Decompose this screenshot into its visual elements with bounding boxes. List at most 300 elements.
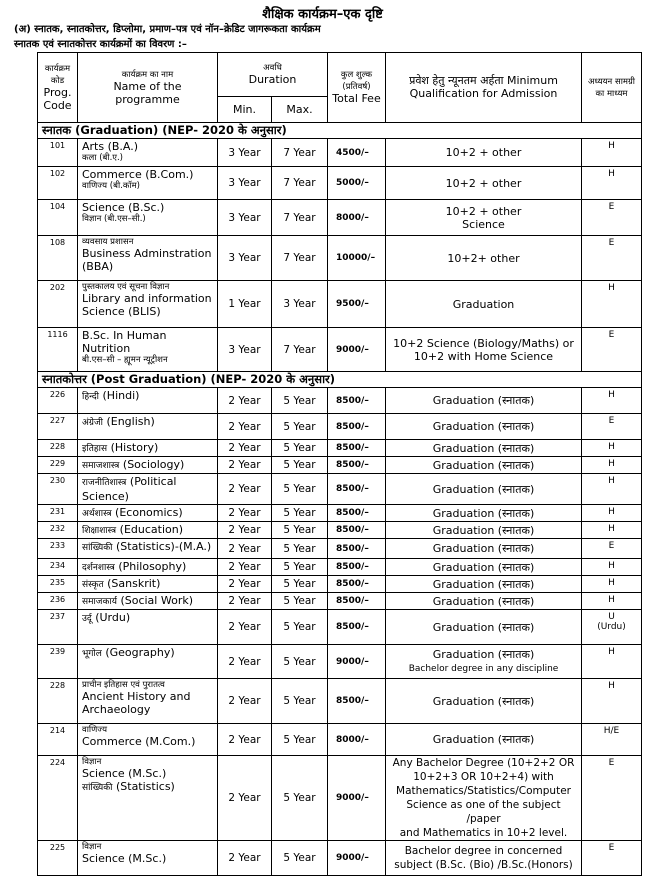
duration-min: 3 Year [218,236,272,281]
programme-name-hindi: अर्थशास्त्र [82,509,112,519]
duration-max: 5 Year [272,841,328,876]
col-header-fee: कुल शुल्क (प्रतिवर्ष) Total Fee [328,53,386,123]
duration-max: 5 Year [272,724,328,756]
programme-name [78,593,218,610]
qualification [386,457,582,474]
programme-name [78,841,218,876]
qualification-line: Graduation (स्नातक) [432,560,535,574]
programme-name-english: Science (B.Sc.) [82,201,165,214]
programme-name [78,457,218,474]
qualification [386,593,582,610]
programme-code: 224 [38,756,78,841]
qualification-line: Graduation (स्नातक) [432,577,535,591]
study-medium-code: H [608,141,615,151]
qualification-line: Graduation (स्नातक) [432,523,535,537]
programme-name-english: Commerce (M.Com.) [82,735,196,748]
programme-name [78,679,218,724]
study-medium [582,593,642,610]
duration-min: 2 Year [218,724,272,756]
qualification-line: Bachelor degree in any discipline [408,663,559,674]
study-medium [582,505,642,522]
col-header-qualification: प्रवेश हेतु न्यूनतम अर्हता Minimum Qualification for Admission [386,53,582,123]
study-medium-code: E [608,843,615,853]
programme-name-hindi: इतिहास [82,444,108,454]
programme-name-hindi: उर्दू [82,614,92,624]
programme-name [78,559,218,576]
programme-name [78,167,218,200]
table-row [38,281,642,328]
study-medium [582,610,642,645]
programme-name [78,139,218,167]
programme-code: 234 [38,559,78,576]
total-fee: 8500/– [328,610,386,645]
programme-name-english: (Political [126,475,177,488]
section-row [38,372,642,388]
total-fee: 8500/– [328,388,386,414]
programme-name [78,440,218,457]
total-fee: 8500/– [328,414,386,440]
duration-max: 5 Year [272,522,328,539]
programme-name-hindi: समाजशास्त्र [82,461,120,471]
programme-name-english: Science (BLIS) [82,305,161,318]
duration-max: 7 Year [272,328,328,372]
duration-min: 2 Year [218,645,272,679]
programme-code: 104 [38,200,78,236]
qualification-line: Graduation (स्नातक) [432,647,535,661]
study-medium-code: E [608,416,615,426]
programme-code: 225 [38,841,78,876]
qualification [386,474,582,505]
table-row [38,200,642,236]
col-header-duration: अवधि Duration [218,53,328,97]
study-medium-code: H [608,442,615,452]
study-medium [582,167,642,200]
table-row [38,414,642,440]
qualification-line: 10+2+3 OR 10+2+4) with [413,771,554,783]
duration-min: 3 Year [218,328,272,372]
table-row [38,328,642,372]
study-medium [582,457,642,474]
table-row [38,522,642,539]
total-fee: 8000/– [328,200,386,236]
programme-name-hindi: सांख्यिकी [82,543,113,553]
qualification-line: Graduation (स्नातक) [432,694,535,708]
programme-code: 214 [38,724,78,756]
duration-min: 2 Year [218,388,272,414]
table-row [38,576,642,593]
programme-name-english: (History) [107,441,159,454]
qualification [386,576,582,593]
qualification [386,236,582,281]
qualification [386,440,582,457]
duration-min: 3 Year [218,167,272,200]
programme-code: 232 [38,522,78,539]
duration-min: 2 Year [218,756,272,841]
study-medium [582,539,642,559]
programme-name-english: (BBA) [82,260,114,273]
programme-code: 102 [38,167,78,200]
qualification-line: Graduation (स्नातक) [432,506,535,520]
study-medium [582,474,642,505]
total-fee: 8500/– [328,440,386,457]
programme-name [78,414,218,440]
table-row [38,610,642,645]
programme-name-english: (Education) [116,523,183,536]
programme-name [78,756,218,841]
programme-name-english: Nutrition [82,342,131,355]
col-header-max: Max. [272,97,328,123]
duration-max: 5 Year [272,505,328,522]
programme-name-hindi: समाजकार्य [82,597,117,607]
duration-min: 2 Year [218,522,272,539]
total-fee: 8500/– [328,593,386,610]
col-header-name: कार्यक्रम का नाम Name of the programme [78,53,218,123]
programme-name-hindi: व्यवसाय प्रशासन [82,237,134,247]
programme-name-hindi: वाणिज्य (बी.कॉम) [82,181,140,191]
programme-code: 231 [38,505,78,522]
total-fee: 9000/– [328,645,386,679]
study-medium-code: E [608,541,615,551]
qualification [386,281,582,328]
programme-code: 235 [38,576,78,593]
programme-name-hindi: सांख्यिकी [82,783,113,793]
col-header-medium: अध्ययन सामग्री का माध्यम [582,53,642,123]
section-intro: स्नातक एवं स्नातकोत्तर कार्यक्रमों का विवरण :– [14,39,187,50]
programme-code: 239 [38,645,78,679]
programme-code: 233 [38,539,78,559]
programme-name [78,576,218,593]
programme-name-english: Arts (B.A.) [82,140,139,153]
total-fee: 8500/– [328,559,386,576]
duration-max: 5 Year [272,559,328,576]
programme-code: 228 [38,679,78,724]
programme-name-hindi: विज्ञान [82,757,102,767]
programme-name [78,281,218,328]
programme-name-english: (English) [102,415,155,428]
study-medium-code: E [608,202,615,212]
table-row [38,457,642,474]
study-medium-code: U [608,612,615,622]
study-medium [582,414,642,440]
study-medium [582,139,642,167]
qualification-line: Graduation (स्नातक) [432,458,535,472]
table-row [38,440,642,457]
qualification-line: Graduation (स्नातक) [432,620,535,634]
programme-name-english: (Sanskrit) [103,577,161,590]
study-medium [582,522,642,539]
programme-name-hindi: शिक्षाशास्त्र [82,526,117,536]
total-fee: 8500/– [328,474,386,505]
study-medium [582,724,642,756]
qualification [386,610,582,645]
study-medium [582,281,642,328]
duration-max: 5 Year [272,756,328,841]
qualification-line: Science [462,217,505,231]
programme-name-english: Ancient History and [82,690,191,703]
programme-name-hindi: दर्शनशास्त्र [82,563,115,573]
programme-name-hindi: अंग्रेजी [82,418,103,428]
total-fee: 8500/– [328,505,386,522]
qualification-line: 10+2 + other [445,146,522,159]
qualification-line: Graduation (स्नातक) [432,594,535,608]
duration-max: 5 Year [272,388,328,414]
study-medium-code: H [608,507,615,517]
duration-max: 7 Year [272,139,328,167]
qualification [386,645,582,679]
col-header-min: Min. [218,97,272,123]
programme-name-english: (Geography) [101,646,175,659]
study-medium-code: E [608,758,615,768]
duration-max: 5 Year [272,414,328,440]
table-row [38,593,642,610]
duration-max: 5 Year [272,576,328,593]
programme-table-body [38,123,642,876]
programme-name [78,200,218,236]
duration-max: 5 Year [272,610,328,645]
programme-code: 229 [38,457,78,474]
total-fee: 8500/– [328,576,386,593]
programme-name-hindi: विज्ञान [82,842,102,852]
col-header-code: कार्यक्रम कोड Prog. Code [38,53,78,123]
table-row [38,167,642,200]
programme-table [37,52,642,876]
qualification [386,756,582,841]
programme-code: 228 [38,440,78,457]
total-fee: 4500/– [328,139,386,167]
study-medium [582,756,642,841]
programme-code: 230 [38,474,78,505]
programme-name-hindi: राजनीतिशास्त्र [82,478,127,488]
table-row [38,139,642,167]
programme-name-english: B.Sc. In Human [82,329,167,342]
table-row [38,756,642,841]
programme-code: 237 [38,610,78,645]
qualification-line: Graduation [452,297,515,311]
qualification [386,167,582,200]
duration-min: 2 Year [218,539,272,559]
table-row [38,474,642,505]
programme-name [78,610,218,645]
qualification-line: and Mathematics in 10+2 level. [399,827,568,839]
total-fee: 9500/– [328,281,386,328]
duration-max: 5 Year [272,593,328,610]
duration-max: 5 Year [272,457,328,474]
programme-name [78,645,218,679]
programme-code: 101 [38,139,78,167]
document-subtitle: (अ) स्नातक, स्नातकोत्तर, डिप्लोमा, प्रमाण–पत्र एवं नॉन–क्रेडिट जागरूकता कार्यक्रम [14,24,321,35]
duration-max: 3 Year [272,281,328,328]
duration-max: 5 Year [272,440,328,457]
qualification-line: Graduation (स्नातक) [432,482,535,496]
qualification-line: 10+2 + other [445,176,522,190]
duration-max: 5 Year [272,645,328,679]
programme-name [78,505,218,522]
qualification [386,841,582,876]
study-medium [582,841,642,876]
duration-max: 7 Year [272,167,328,200]
study-medium [582,645,642,679]
qualification [386,200,582,236]
programme-name-hindi: हिन्दी [82,392,100,402]
table-row [38,505,642,522]
programme-name-english: (Philosophy) [114,560,187,573]
qualification-line: Any Bachelor Degree (10+2+2 OR [392,757,575,769]
duration-min: 2 Year [218,440,272,457]
programme-name-hindi: संस्कृत [82,580,104,590]
programme-name [78,388,218,414]
study-medium [582,440,642,457]
study-medium-code: H [608,578,615,588]
study-medium [582,679,642,724]
qualification [386,679,582,724]
qualification-line: 10+2 + other [445,204,522,218]
programme-name-english: Library and information [82,292,212,305]
study-medium-code: H [608,459,615,469]
table-row [38,559,642,576]
section-heading: स्नातकोत्तर (Post Graduation) (NEP- 2020 के अनुसार) [38,372,642,388]
study-medium [582,328,642,372]
qualification [386,724,582,756]
programme-name-english: Commerce (B.Com.) [82,168,194,181]
programme-name-english: Archaeology [82,703,151,716]
programme-name-english: Science (M.Sc.) [82,767,167,780]
duration-max: 5 Year [272,474,328,505]
duration-max: 7 Year [272,236,328,281]
total-fee: 8500/– [328,522,386,539]
study-medium-code: H [608,681,615,691]
programme-name-english: (Statistics)-(M.A.) [112,540,212,553]
duration-max: 5 Year [272,679,328,724]
qualification-line: 10+2 with Home Science [413,349,554,363]
table-row [38,841,642,876]
qualification-line: Graduation (स्नातक) [432,420,535,433]
total-fee: 5000/– [328,167,386,200]
qualification [386,522,582,539]
table-row [38,388,642,414]
programme-code: 236 [38,593,78,610]
duration-min: 1 Year [218,281,272,328]
duration-min: 2 Year [218,559,272,576]
programme-name-english: Business Adminstration [82,247,212,260]
study-medium-code: E [608,238,615,248]
programme-code: 108 [38,236,78,281]
qualification-line: Graduation (स्नातक) [432,441,535,455]
total-fee: 8500/– [328,539,386,559]
table-row [38,679,642,724]
duration-min: 2 Year [218,505,272,522]
programme-code: 226 [38,388,78,414]
document-title: शैक्षिक कार्यक्रम–एक दृष्टि [262,7,383,22]
study-medium [582,200,642,236]
study-medium-code: H [608,169,615,179]
programme-name [78,539,218,559]
study-medium-code: H [608,647,615,657]
total-fee: 9000/– [328,756,386,841]
study-medium-code: H/E [603,726,620,736]
programme-name-english: Science) [82,490,129,503]
qualification [386,414,582,440]
total-fee: 8000/– [328,724,386,756]
study-medium [582,559,642,576]
study-medium-code: E [608,330,615,340]
programme-name [78,522,218,539]
duration-min: 3 Year [218,200,272,236]
qualification-line: Graduation (स्नातक) [432,733,535,746]
table-row [38,236,642,281]
programme-name [78,328,218,372]
programme-name [78,724,218,756]
qualification-line: Graduation (स्नातक) [432,394,535,407]
duration-min: 2 Year [218,474,272,505]
programme-name-hindi: विज्ञान (बी.एस–सी.) [82,214,146,224]
table-row [38,724,642,756]
study-medium-code: H [608,283,615,293]
programme-name [78,236,218,281]
qualification [386,388,582,414]
programme-name-english: (Social Work) [116,594,193,607]
programme-name-english: (Hindi) [99,389,140,402]
qualification-line: 10+2+ other [447,251,520,265]
programme-name [78,474,218,505]
programme-code: 227 [38,414,78,440]
programme-name-english: (Statistics) [112,780,175,793]
programme-name-english: (Urdu) [91,611,131,624]
section-row [38,123,642,139]
section-heading: स्नातक (Graduation) (NEP- 2020 के अनुसार) [38,123,642,139]
programme-code: 202 [38,281,78,328]
study-medium [582,388,642,414]
qualification-line: Graduation (स्नातक) [432,542,535,555]
qualification [386,505,582,522]
programme-name-english: (Economics) [111,506,183,519]
table-row [38,645,642,679]
qualification-line: 10+2 Science (Biology/Maths) or [393,336,574,350]
duration-min: 2 Year [218,610,272,645]
total-fee: 9000/– [328,328,386,372]
duration-min: 2 Year [218,679,272,724]
study-medium [582,236,642,281]
duration-min: 2 Year [218,576,272,593]
total-fee: 9000/– [328,841,386,876]
table-row [38,539,642,559]
total-fee: 10000/– [328,236,386,281]
study-medium-code: H [608,561,615,571]
total-fee: 8500/– [328,457,386,474]
qualification-line: Mathematics/Statistics/Computer [396,785,571,797]
duration-max: 7 Year [272,200,328,236]
programme-name-hindi: पुस्तकालय एवं सूचना विज्ञान [82,282,170,292]
study-medium-note: (Urdu) [597,622,626,632]
qualification [386,559,582,576]
programme-name-hindi: भूगोल [82,649,102,659]
study-medium-code: H [608,595,615,605]
duration-min: 3 Year [218,139,272,167]
programme-name-english: (Sociology) [119,458,185,471]
duration-min: 2 Year [218,593,272,610]
duration-max: 5 Year [272,539,328,559]
programme-name-hindi: वाणिज्य [82,725,108,735]
programme-code: 1116 [38,328,78,372]
qualification-line: Bachelor degree in concerned [404,845,563,857]
programme-name-hindi: बी.एस–सी – ह्यूमन न्यूट्रीशन [82,355,168,365]
programme-name-hindi: कला (बी.ए.) [82,153,123,163]
programme-name-hindi: प्राचीन इतिहास एवं पुरातत्व [82,680,165,690]
qualification [386,139,582,167]
qualification-line: Science as one of the subject /paper [406,799,561,825]
duration-min: 2 Year [218,414,272,440]
duration-min: 2 Year [218,841,272,876]
qualification-line: subject (B.Sc. (Bio) /B.Sc.(Honors) [394,859,573,871]
